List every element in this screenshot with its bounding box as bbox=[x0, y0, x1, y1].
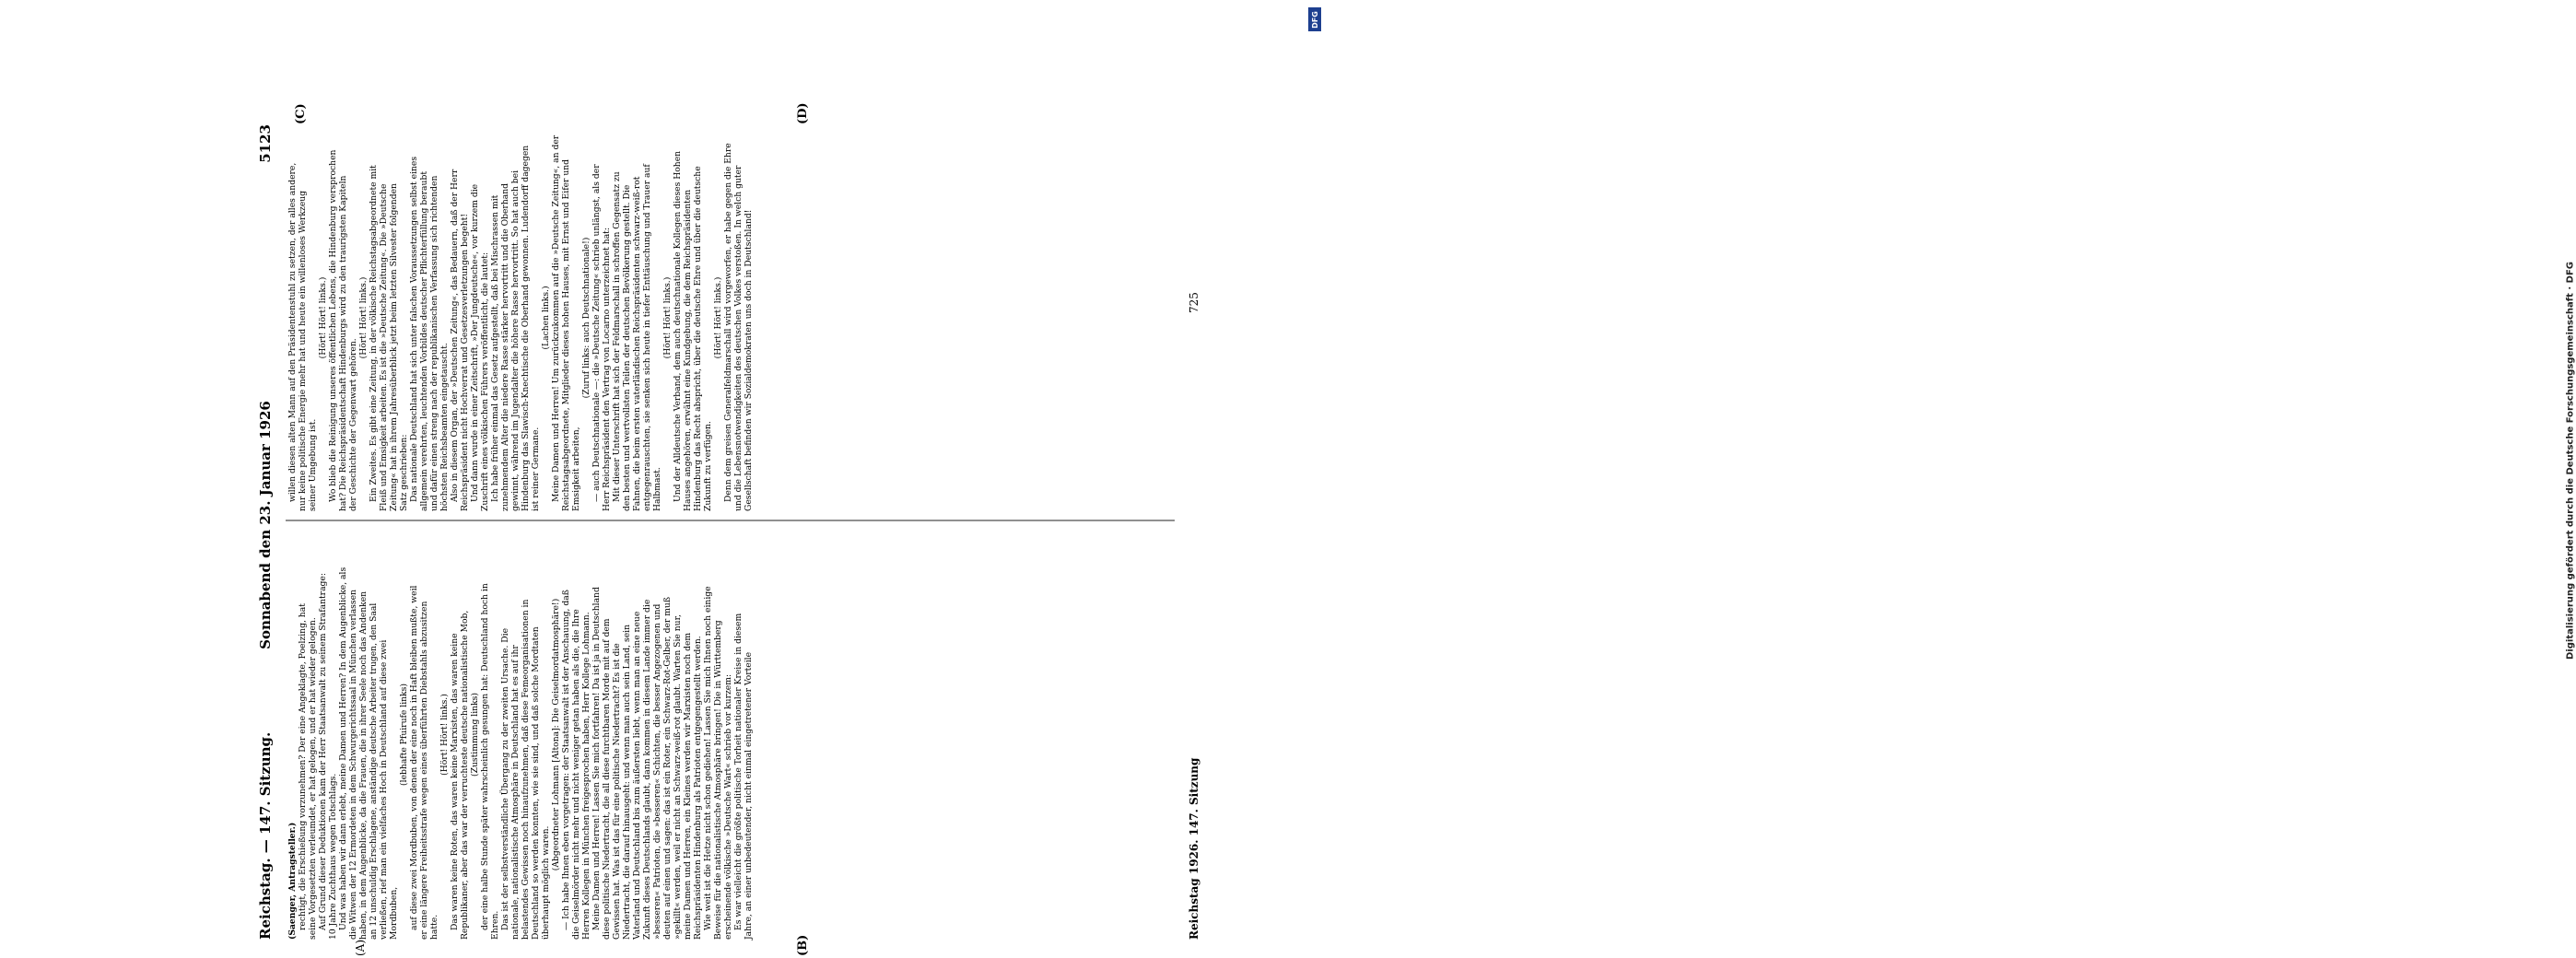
margin-marker-b: (B) bbox=[796, 934, 810, 956]
left-column-paragraph: der eine halbe Stunde später wahrscheinlich gesungen hat: Deutschland hoch inEhren. bbox=[480, 583, 500, 940]
margin-marker-a: (A) bbox=[354, 939, 367, 956]
left-column-paragraph: (Zustimmung links) bbox=[470, 693, 480, 777]
right-column-paragraph: willen diesen alten Mann auf den Präsidentenstuhl zu setzen, der alles andere,nur keine politische Energie mehr hat und heute ein willenloses Werkzeugseiner Umgebung ist. bbox=[287, 162, 318, 511]
left-column-paragraph: (lebhafte Pfuirufe links) bbox=[399, 683, 409, 786]
right-column-paragraph: Also in diesem Organ, der »Deutschen Zeitung«, das Bedauern, daß der HerrReichspräsident nicht Hochverrat und Gesetzesverletzungen begeht! bbox=[450, 169, 470, 511]
digitization-credit-strip bbox=[1262, 0, 2576, 921]
left-column-paragraph: Es war vielleicht die größte politische Torheit nationaler Kreise in diesemJahre, an einer unbedeutender, nicht einmal eingetretener Vorteile bbox=[733, 613, 754, 940]
left-column-paragraph: rechtigt, die Erschießung vorzunehmen? Der eine Angeklagte, Poelzing, hatseine Vorgesetzten verleumdet, er hat gelogen, und er hat wieder gelogen. bbox=[298, 603, 318, 940]
left-column-paragraph: Meine Damen und Herren! Lassen Sie mich fortfahren! Da ist ja in Deutschlanddiese politische Niedertracht, die all diese furchtbaren Morde mit auf demGewissen hat. Was ist das für eine politische Niedertracht? Es ist dieNiedertracht, die darauf hinausgeht: und wenn man auch sein Land, seinVaterland und Deutschland bis zum äußersten liebt, wenn man an eine neueZukunft dieses Deutschlands glaubt, dann kommen in diesem Lande immer die»besseren« Patrioten, die »besseren« Schichten, die besser Angezogenen unddeuten auf einen und sagen: das ist ein Roter, ein Schwarz-Rot-Gelber, der muß»gekillt« werden, weil er nicht an Schwarz-weiß-rot glaubt. Warten Sie nur,meine Damen und Herren, ein Kleines werden wir Marxisten noch demReichspräsidenten Hindenburg als Patrioten entgegengestellt werden. bbox=[591, 587, 703, 940]
left-column-paragraph: (Abgeordneter Lohmann [Altona]: Die Geiselmordatmosphäre!) bbox=[551, 598, 561, 871]
right-column-paragraph: Ich habe früher einmal das Gesetz aufgestellt, daß bei Mischrassen mitzunehmendem Alter die niedere Rasse stärker hervortritt und die Oberhandgewinnt, während im Jugendalter die höhere Rasse hervortritt. So hat auch beiHindenburg das Slawisch-Knechtische die Oberhand gewonnen. Ludendorff dagegenist reiner Germane. bbox=[490, 145, 541, 511]
right-column-paragraph: Ein Zweites. Es gibt eine Zeitung, in der völkische Reichstagsabgeordnete mitFleiß und Emsigkeit arbeiten. Es ist die »Deutsche Zeitung«. Die »DeutscheZeitung« hat in ihrem Jahresüberblick jetzt beim letzten Silvester folgendenSatz geschrieben: bbox=[369, 165, 409, 511]
footer-right: 725 bbox=[1188, 292, 1200, 313]
left-column-paragraph: Das ist der selbstverständliche Übergang zu der zweiten Ursache. Dienationale, nationalistische Atmosphäre in Deutschland hat es auf ihrbelastendes Gewissen noch hinaufzunehmen, daß diese Femeorganisationen inDeutschland so werden konnten, wie sie sind, und daß solche Mordtatenüberhaupt möglich waren. bbox=[500, 599, 551, 940]
right-column-paragraph: (Lachen links.) bbox=[541, 286, 551, 350]
margin-marker-d: (D) bbox=[796, 102, 810, 124]
left-column-paragraph: auf diese zwei Mordbuben, von denen der eine noch in Haft bleiben mußte, weiler eine längere Freiheitsstrafe wegen eines überführten Diebstahls abzusitzenhatte. bbox=[409, 585, 439, 940]
left-column-paragraph: (Hört! Hört! links.) bbox=[439, 694, 450, 776]
left-column-paragraph: — Ich habe Ihnen eben vorgetragen: der Staatsanwalt ist der Anschauung, daßdie Geiselmörder nicht mehr und nicht weniger getan haben als die, die IhreHerren Kollegen in München freigesprochen haben, Herr Kollege Lohmann. bbox=[561, 590, 591, 940]
left-column-paragraph: Und was haben wir dann erlebt, meine Damen und Herren? In dem Augenblicke, alsdie Witwen der 12 Ermordeten in dem Schwurgerichtssaal in München verlassenhaben, in dem Augenblicke, da die Frauen, die in ihrer Seele noch das Andenkenan 12 unschuldig Erschlagene, anständige deutsche Arbeiter trugen, den Saalverließen, rief man ein vielfaches Hoch in Deutschland auf diese zweiMordbuben, bbox=[338, 567, 399, 940]
right-column bbox=[287, 134, 754, 511]
margin-marker-c: (C) bbox=[294, 103, 308, 124]
header-left: Reichstag. — 147. Sitzung. bbox=[257, 731, 274, 940]
right-column-paragraph: Denn dem greisen Generalfeldmarschall wird vorgeworfen, er habe gegen die Ehreund die Lebensnotwendigkeiten des deutschen Volkes verstoßen. In welch guterGesellschaft befinden wir Sozialdemokraten uns doch in Deutschland! bbox=[723, 143, 754, 511]
header-center: Sonnabend den 23. Januar 1926 bbox=[257, 401, 274, 649]
rotated-text-page bbox=[217, 101, 1212, 958]
right-column-paragraph: Wo blieb die Reinigung unseres öffentlichen Lebens, die Hindenburg versprochenhat? Die Reichspräsidentschaft Hindenburgs wird zu den traurigsten Kapitelnder Geschichte der Gegenwart gehören. bbox=[328, 149, 358, 511]
page-number: 5123 bbox=[257, 124, 274, 163]
right-column-paragraph: (Hört! Hört! links.) bbox=[713, 276, 723, 359]
left-column-speaker: (Saenger, Antragsteller.) bbox=[287, 822, 298, 940]
right-column-paragraph: Das nationale Deutschland hat sich unter falschen Voraussetzungen selbst einesallgemein verehrten, leuchtenden Vorbildes deutscher Pflichterfüllung beraubtund dafür einen streng nach der republikanischen Verfassung sich richtendenhöchsten Reichsbeamten eingetauscht. bbox=[409, 156, 450, 511]
right-column-paragraph: Meine Damen und Herren! Um zurückzukommen auf die »Deutsche Zeitung«, an derReichstagsabgeordnete, Mitglieder dieses hohen Hauses, mit Ernst und Eifer undEmsigkeit arbeiten, bbox=[551, 134, 581, 511]
dfg-logo bbox=[1308, 7, 1321, 31]
right-column-paragraph: (Hört! Hört! links.) bbox=[662, 276, 673, 359]
right-column-paragraph: (Zuruf links: auch Deutschnationale!) bbox=[581, 237, 591, 399]
dfg-logo-text: DFG bbox=[1310, 10, 1319, 29]
right-column-paragraph: (Hört! Hört! links.) bbox=[358, 276, 369, 359]
right-column-paragraph: Und der Alldeutsche Verband, dem auch deutschnationale Kollegen dieses HohenHauses angehören, erwähnt eine Kundgebung, die dem ReichspräsidentenHindenburg das Recht abspricht, über die deutsche Ehre und über die deutscheZukunft zu verfügen. bbox=[673, 150, 713, 511]
right-column-paragraph: Mit dieser Unterschrift hat sich der Feldmarschall in schroffen Gegensatz zuden besten und wertvollsten Teilen der deutschen Bevölkerung gestellt. DieFahnen, die beim ersten vaterländischen Reichspräsidenten schwarz-weiß-rotentgegenrauschten, sie senken sich heute in tiefer Enttäuschung und Trauer aufHalbmast. bbox=[612, 164, 662, 511]
right-column-paragraph: (Hört! Hört! links.) bbox=[318, 276, 328, 359]
right-column-paragraph: — auch Deutschnationale —: die »Deutsche Zeitung« schrieb unlängst, als derHerr Reichspräsident den Vertrag von Locarno unterzeichnet hat: bbox=[591, 164, 612, 511]
left-column-paragraph: Wie weit ist die Hetze nicht schon gediehen! Lassen Sie mich Ihnen noch einigeBeweise für die nationalistische Atmosphäre bringen! Die in Württembergerscheinende völkische »Deutsche Wart« schrieb vor kurzem: bbox=[703, 586, 733, 940]
footer-left: Reichstag 1926. 147. Sitzung bbox=[1188, 757, 1200, 940]
left-column-paragraph: Auf Grund dieser Deduktionen kam der Herr Staatsanwalt zu seinem Strafantrage:10 Jahre Zuchthaus wegen Totschlags. bbox=[318, 573, 338, 940]
right-column-paragraph: Und dann wurde in einer Zeitschrift, »Der Jungdeutsche«, vor kurzem dieZuschrift eines völkischen Führers veröffentlicht, die lautet: bbox=[470, 183, 490, 511]
left-column bbox=[287, 567, 754, 940]
digitization-credit-text: Digitalisierung gefördert durch die Deutsche Forschungsgemeinschaft · DFG bbox=[2565, 262, 2576, 660]
left-column-paragraph: Das waren keine Roten, das waren keine Marxisten, das waren keineRepublikaner, aber das war der verruchteste deutsche nationalistische Mob, bbox=[450, 610, 470, 940]
